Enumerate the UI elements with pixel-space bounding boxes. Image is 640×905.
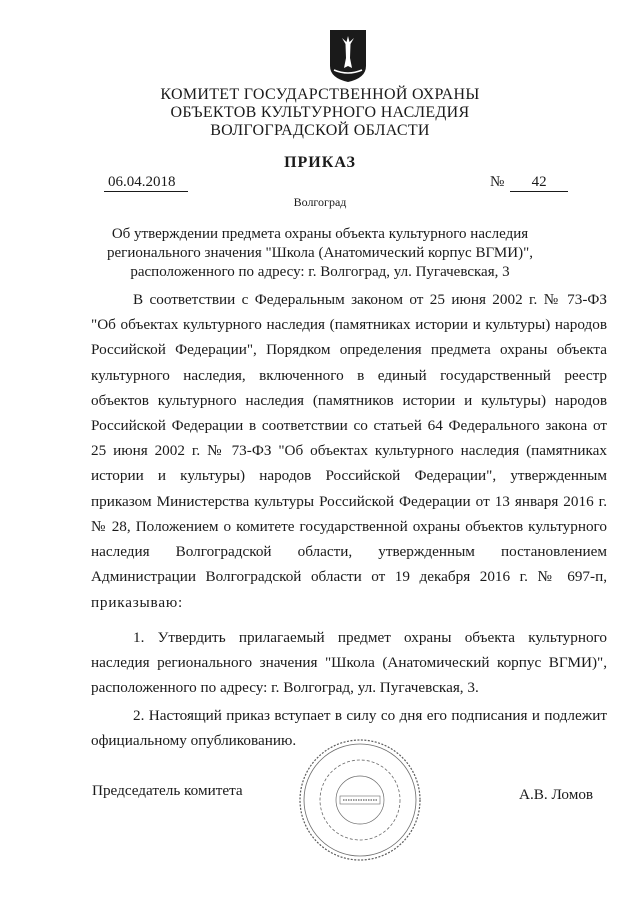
body-line: Российской Федерации в соответствии со статьей 64 Федерального закона от [91, 417, 607, 434]
header-line-3: ВОЛГОГРАДСКОЙ ОБЛАСТИ [210, 122, 430, 139]
body-line: 2. Настоящий приказ вступает в силу со дня его подписания и подлежит [133, 707, 607, 724]
body-line: объектов культурного наследия (памятников истории и культуры) народов [91, 392, 607, 409]
subject-line-3: расположенного по адресу: г. Волгоград, ул. Пугачевская, 3 [130, 264, 510, 280]
body-line: приказываю: [91, 594, 184, 611]
coat-of-arms-emblem [328, 28, 368, 84]
body-line: Администрации Волгоградской области от 19 декабря 2016 г. № 697-п, [91, 568, 607, 585]
body-line: 1. Утвердить прилагаемый предмет охраны объекта культурного [133, 629, 607, 646]
body-line: официальному опубликованию. [91, 732, 297, 749]
order-title: ПРИКАЗ [284, 154, 356, 171]
subject-line-1: Об утверждении предмета охраны объекта культурного наследия [111, 226, 529, 242]
subject-line-2: регионального значения "Школа (Анатомический корпус ВГМИ)", [107, 245, 533, 261]
official-seal-stamp [296, 736, 424, 864]
order-number [490, 174, 568, 192]
body-line: приказом Министерства культуры Российской Федерации от 13 января 2016 г. [91, 493, 607, 510]
order-number-value: 42 [510, 174, 568, 192]
body-line: 25 июня 2002 г. № 73-ФЗ "Об объектах культурного наследия (памятниках [91, 442, 607, 459]
order-number-sign: № [490, 174, 505, 190]
city-name: Волгоград [293, 195, 347, 209]
body-line: расположенного по адресу: г. Волгоград, ул. Пугачевская, 3. [91, 679, 479, 696]
body-line: Российской Федерации", Порядком определения предмета охраны объекта [91, 341, 607, 358]
order-date [104, 174, 188, 192]
signatory-name: А.В. Ломов [519, 786, 594, 803]
body-line: культурного наследия, включенного в единый государственный реестр [91, 367, 607, 384]
body-line: № 28, Положением о комитете государственной охраны объектов культурного [91, 518, 607, 535]
body-line: наследия регионального значения "Школа (Анатомический корпус ВГМИ)", [91, 654, 607, 671]
header-line-1: КОМИТЕТ ГОСУДАРСТВЕННОЙ ОХРАНЫ [160, 86, 480, 103]
body-line: "Об объектах культурного наследия (памятниках истории и культуры) народов [91, 316, 607, 333]
header-line-2: ОБЪЕКТОВ КУЛЬТУРНОГО НАСЛЕДИЯ [170, 104, 470, 121]
signatory-title: Председатель комитета [92, 782, 243, 799]
body-line: истории и культуры) народов Российской Федерации", утвержденным [91, 467, 607, 484]
order-date-value: 06.04.2018 [108, 174, 176, 190]
body-line: наследия Волгоградской области, утвержденным постановлением [91, 543, 607, 560]
body-line: В соответствии с Федеральным законом от 25 июня 2002 г. № 73-ФЗ [133, 291, 607, 308]
